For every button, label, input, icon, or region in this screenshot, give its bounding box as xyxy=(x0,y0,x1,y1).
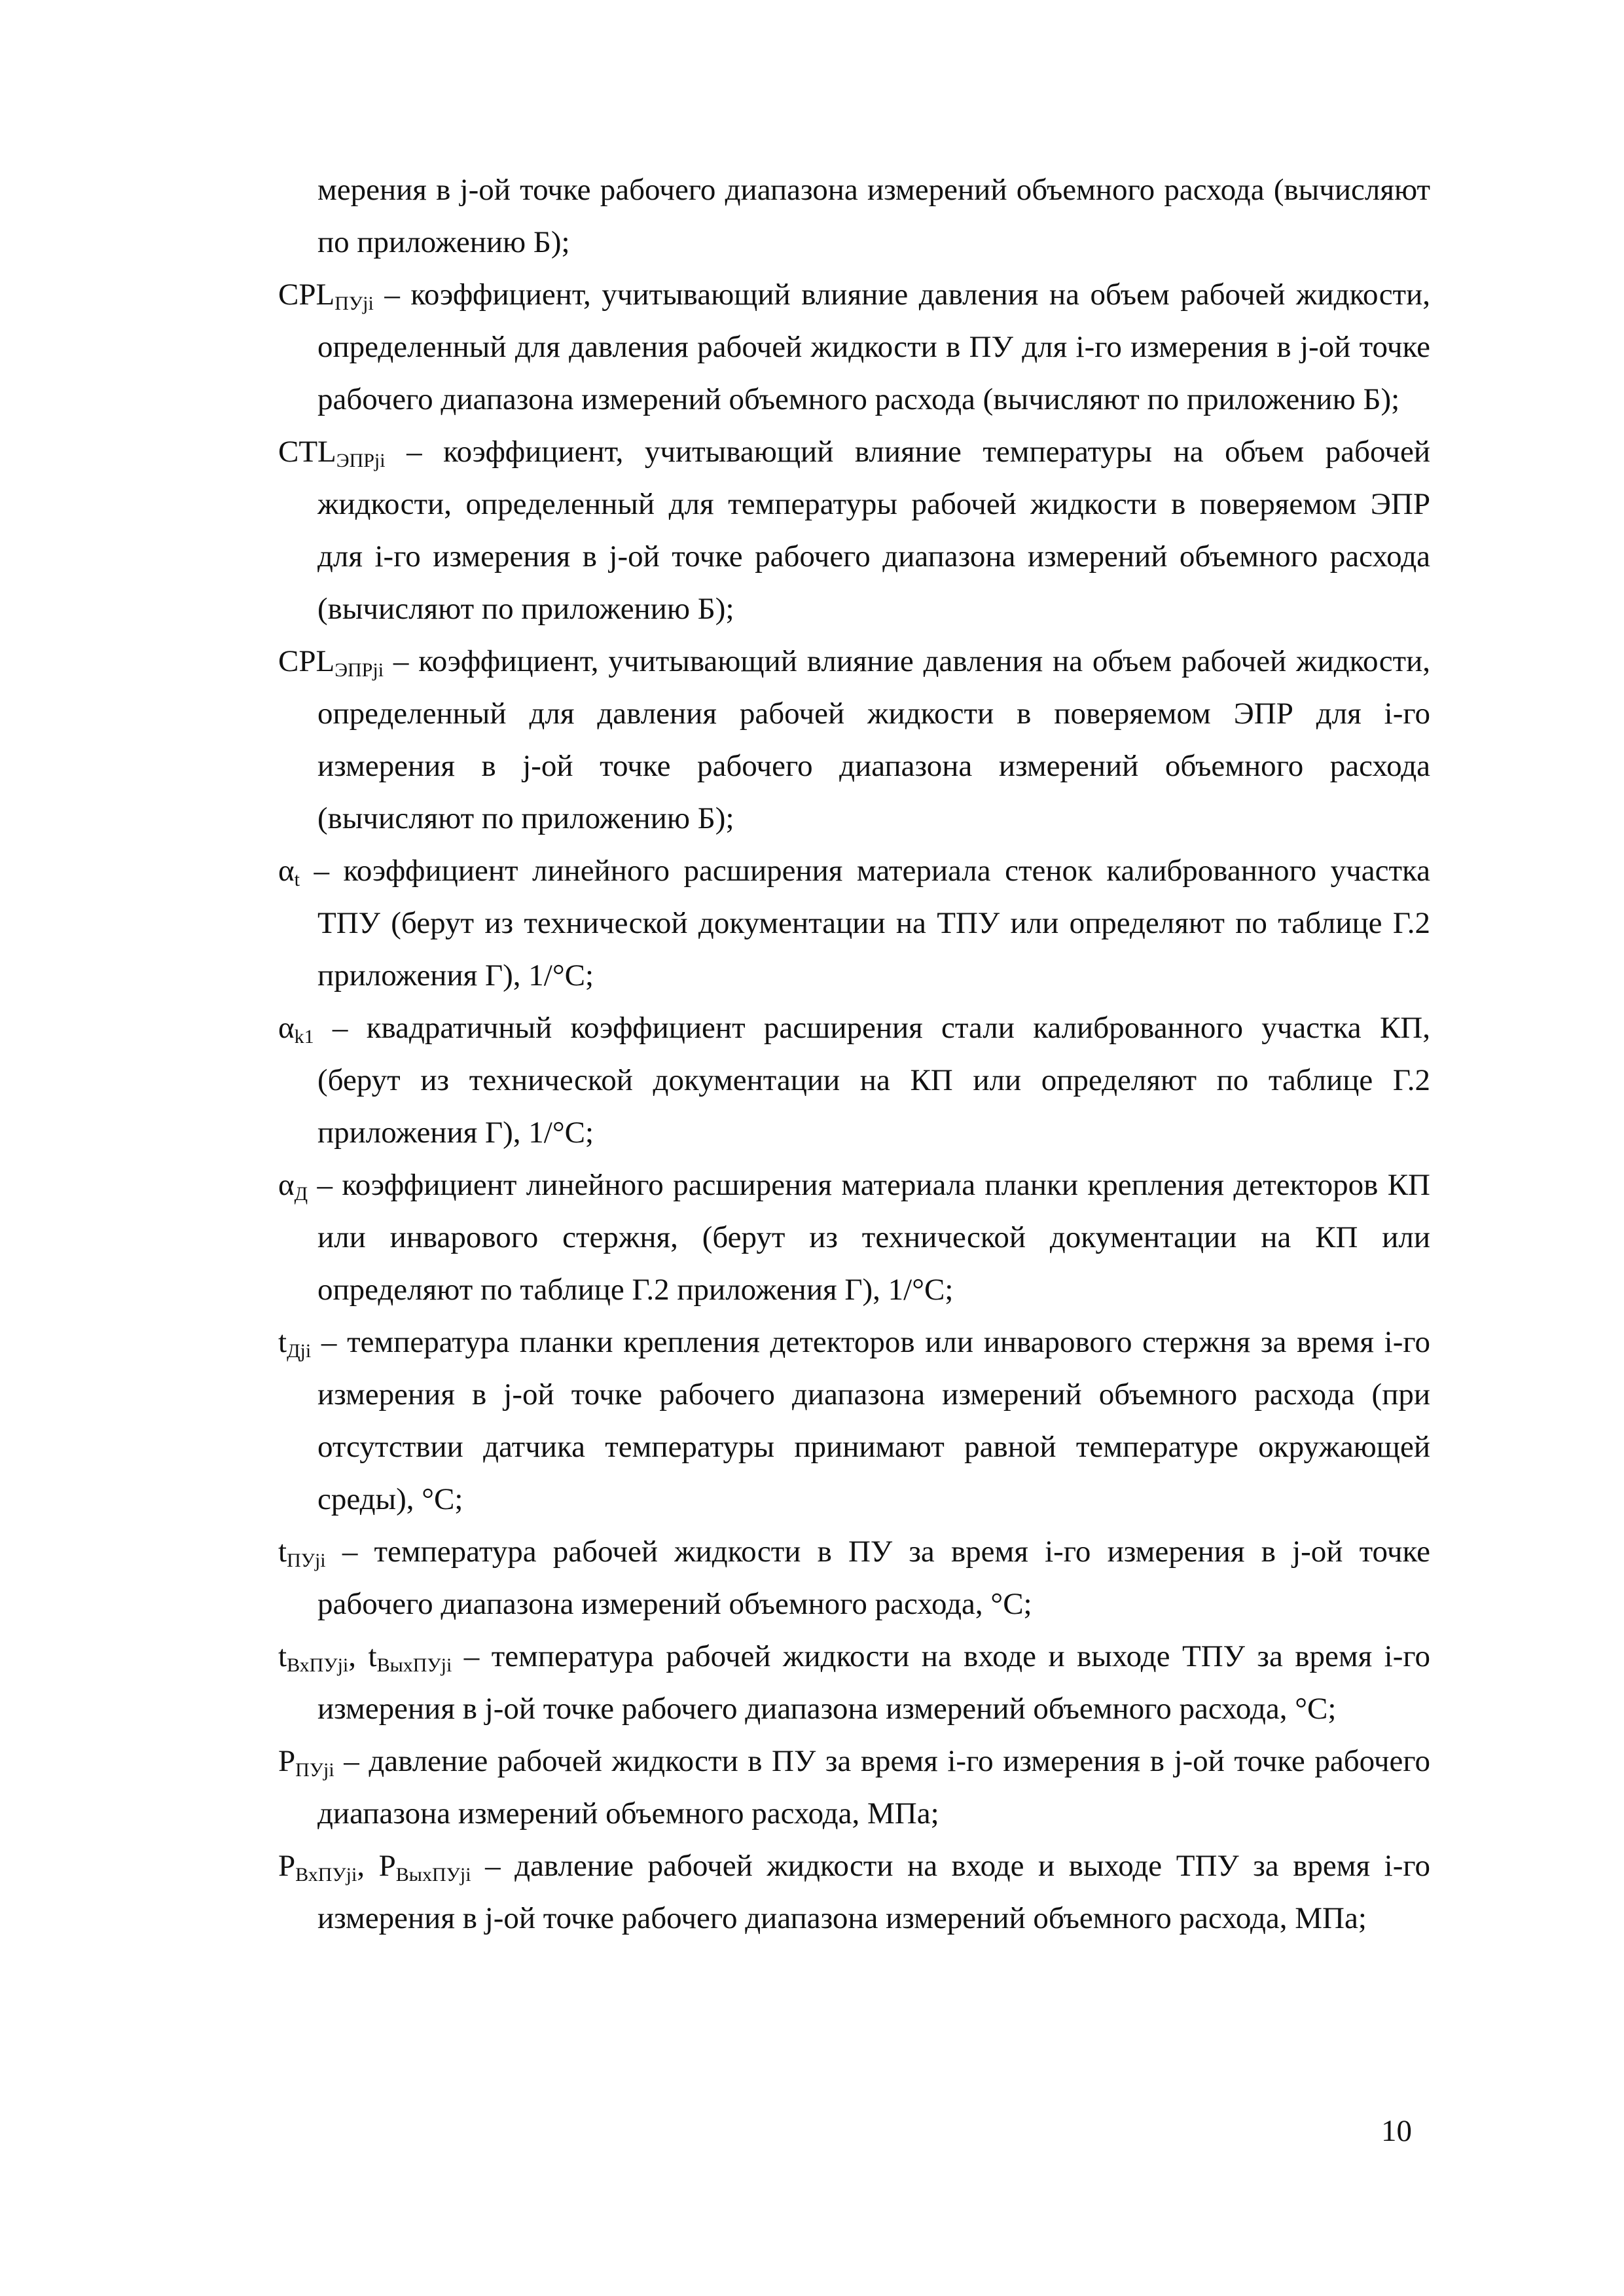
definition-alpha-t xyxy=(278,845,1430,1002)
definition-t-pu xyxy=(278,1525,1430,1630)
definition-text: – давление рабочей жидкости на входе и выходе ТПУ за время i-го измерения в j-ой точке рабочего диапазона измерений объемного расхода, МПа; xyxy=(317,1849,1430,1935)
definition-symbol: $t_{Дji}$ xyxy=(278,1325,312,1362)
definition-symbol: $\alpha_t$ xyxy=(278,854,300,890)
definition-symbol: $t_{ПУji}$ xyxy=(278,1535,326,1571)
definition-continuation xyxy=(278,164,1430,268)
definition-text: – коэффициент, учитывающий влияние давления на объем рабочей жидкости, определенный для давления рабочей жидкости в поверяемом ЭПР для i-го измерения в j-ой точке рабочего диапазона измерений объемного расхода (вычисляют по приложению Б); xyxy=(317,644,1430,835)
definition-symbol: $\alpha_{k1}$ xyxy=(278,1011,314,1048)
definition-symbol: $P_{ПУji}$ xyxy=(278,1744,334,1781)
definition-cpl-epr xyxy=(278,635,1430,845)
definition-text: – коэффициент линейного расширения материала планки крепления детекторов КП или инварового стержня, (берут из технической документации на КП или определяют по таблице Г.2 приложения Г), 1/°С; xyxy=(308,1168,1430,1307)
definition-p-pu xyxy=(278,1735,1430,1840)
definition-text: – коэффициент линейного расширения материала стенок калиброванного участка ТПУ (берут из технической документации на ТПУ или определяют по таблице Г.2 приложения Г), 1/°С; xyxy=(299,854,1430,993)
definition-text: – коэффициент, учитывающий влияние давления на объем рабочей жидкости, определенный для давления рабочей жидкости в ПУ для i-го измерения в j-ой точке рабочего диапазона измерений объемного расхода (вычисляют по приложению Б); xyxy=(317,278,1430,416)
definition-symbol: $\alpha_Д$ xyxy=(278,1168,308,1205)
definition-text: – температура планки крепления детекторов или инварового стержня за время i-го измерения в j-ой точке рабочего диапазона измерений объемного расхода (при отсутствии датчика температуры принимают равной температуре окружающей среды), °С; xyxy=(311,1325,1430,1516)
definitions-list xyxy=(278,164,1430,1944)
definition-cpl-pu xyxy=(278,268,1430,426)
definition-symbol: $CPL_{ЭПРji}$ xyxy=(278,644,384,681)
definition-text: – квадратичный коэффициент расширения стали калиброванного участка КП, (берут из технической документации на КП или определяют по таблице Г.2 приложения Г), 1/°С; xyxy=(314,1011,1430,1150)
definition-t-dji xyxy=(278,1316,1430,1525)
definition-alpha-k1 xyxy=(278,1002,1430,1159)
definition-text: – температура рабочей жидкости в ПУ за время i-го измерения в j-ой точке рабочего диапазона измерений объемного расхода, °С; xyxy=(317,1535,1430,1621)
definition-text: мерения в j-ой точке рабочего диапазона измерений объемного расхода (вычисляют по приложению Б); xyxy=(317,173,1430,259)
page-number: 10 xyxy=(1381,2114,1412,2148)
definition-ctl-epr xyxy=(278,426,1430,635)
definition-symbol: $CPL_{ПУji}$ xyxy=(278,278,374,314)
definition-text: – давление рабочей жидкости в ПУ за время i-го измерения в j-ой точке рабочего диапазона измерений объемного расхода, МПа; xyxy=(317,1744,1430,1831)
definition-symbol: $t_{ВхПУji}$, $t_{ВыхПУji}$ xyxy=(278,1639,452,1676)
definition-alpha-d xyxy=(278,1159,1430,1316)
definition-p-vx-vyx xyxy=(278,1840,1430,1944)
definition-symbol: $CTL_{ЭПРji}$ xyxy=(278,435,386,471)
definition-symbol: $P_{ВхПУji}$, $P_{ВыхПУji}$ xyxy=(278,1849,471,1886)
definition-t-vx-vyx xyxy=(278,1630,1430,1735)
definition-text: – коэффициент, учитывающий влияние температуры на объем рабочей жидкости, определенный для температуры рабочей жидкости в поверяемом ЭПР для i-го измерения в j-ой точке рабочего диапазона измерений объемного расхода (вычисляют по приложению Б); xyxy=(317,435,1430,626)
definition-text: – температура рабочей жидкости на входе и выходе ТПУ за время i-го измерения в j-ой точке рабочего диапазона измерений объемного расхода, °С; xyxy=(317,1639,1430,1726)
